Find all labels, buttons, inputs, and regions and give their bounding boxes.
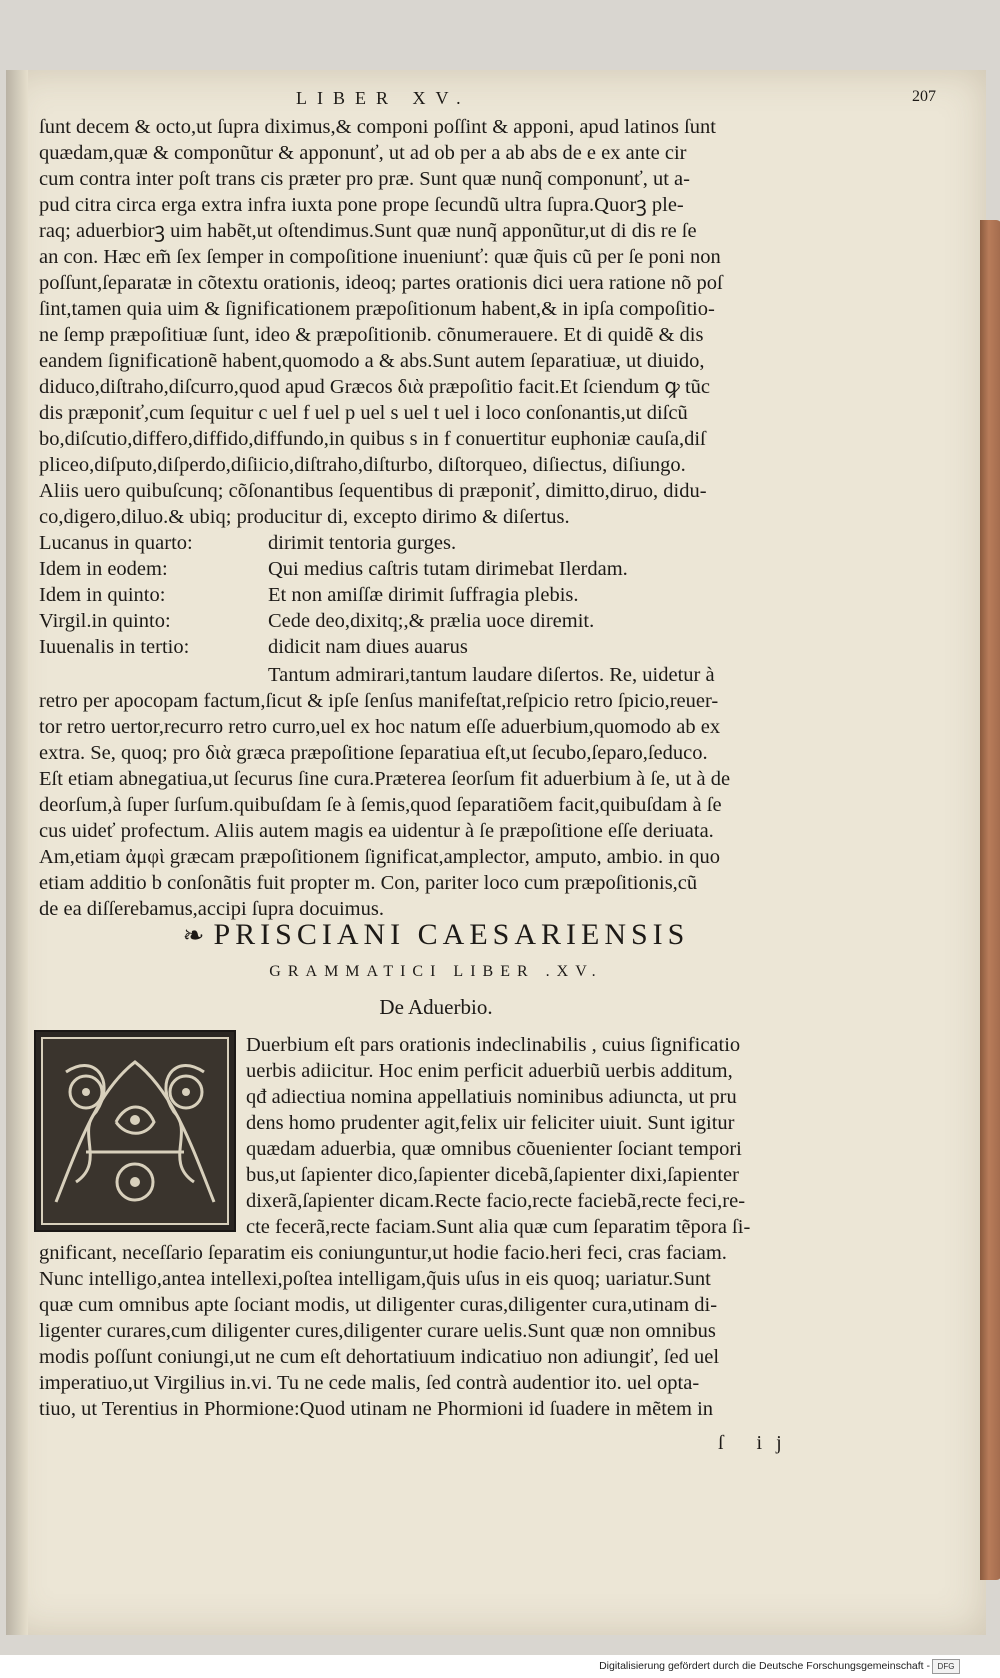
text-line: raq; aduerbiorꝫ uim habẽt,ut oſtendimus.Sunt quæ nunq̃ apponũtur,ut di dis re ſe <box>39 220 697 242</box>
text-line: tor retro uertor,recurro retro curro,uel ex hoc natum eſſe aduerbium,quomodo ab ex <box>39 716 721 738</box>
citation-source: Lucanus in quarto: <box>39 532 193 554</box>
text-line: eandem ſignificationẽ habent,quomodo a & abs.Sunt autem ſeparatiuæ, ut diuido, <box>39 350 705 372</box>
citation-quote: didicit nam diues auarus <box>268 636 468 658</box>
dfg-logo-icon: DFG <box>932 1659 960 1674</box>
footer-bar <box>0 1655 1000 1678</box>
text-line: etiam additio b conſonãtis fuit propter m. Con, pariter loco cum præpoſitionis,cũ <box>39 872 698 894</box>
text-line: dens homo prudenter agit,felix uir feliciter uiuit. Sunt igitur <box>246 1112 735 1134</box>
signature-mark: ſ ij <box>718 1432 796 1454</box>
decorated-initial-icon <box>34 1030 236 1232</box>
text-line: cum contra inter poſt trans cis præter pro præ. Sunt quæ nunq̃ componunť, ut a- <box>39 168 690 190</box>
text-line: Tantum admirari,tantum laudare diſertos. Re, uidetur à <box>268 664 715 686</box>
citation-source: Virgil.in quinto: <box>39 610 171 632</box>
text-line: co,digero,diluo.& ubiq; producitur di, excepto dirimo & diſertus. <box>39 506 570 528</box>
citation-quote: dirimit tentoria gurges. <box>268 532 457 554</box>
citation-quote: Cede deo,dixitq;,& prælia uoce diremit. <box>268 610 595 632</box>
citation-source: Idem in eodem: <box>39 558 168 580</box>
text-line: Aliis uero quibuſcunq; cõſonantibus ſequentibus di præponiť, dimitto,diruo, didu- <box>39 480 707 502</box>
text-line: poſſunt,ſeparatæ in cõtextu orationis, ideoq; partes orationis dici uera ratione nõ poſ <box>39 272 723 294</box>
text-line: dixerã,ſapienter dicam.Recte facio,recte faciebã,recte feci,re- <box>246 1190 746 1212</box>
section-subtitle: GRAMMATICI LIBER .XV. <box>269 963 603 980</box>
text-line: retro per apocopam factum,ſicut & ipſe ſenſus manifeſtat,reſpicio retro ſpicio,reuer- <box>39 690 719 712</box>
text-line: quædam,quæ & componũtur & apponunť, ut ad ob per a ab abs de e ex ante cir <box>39 142 687 164</box>
text-line: gnificant, neceſſario ſeparatim eis coniunguntur,ut hodie facio.heri feci, cras faciam. <box>39 1242 727 1264</box>
citation-source: Iuuenalis in tertio: <box>39 636 190 658</box>
text-line: uerbis adiicitur. Hoc enim perficit aduerbiũ uerbis additum, <box>246 1060 733 1082</box>
text-line: deorſum,à ſuper ſurſum.quibuſdam ſe à ſemis,quod ſeparatiõem facit,quibuſdam à ſe <box>39 794 722 816</box>
text-line: de ea diſſerebamus,accipi ſupra docuimus. <box>39 898 384 920</box>
text-line: bus,ut ſapienter dico,ſapienter dicebã,ſapienter dixi,ſapienter <box>246 1164 739 1186</box>
text-line: tiuo, ut Terentius in Phormione:Quod utinam ne Phormioni id ſuadere in mẽtem in <box>39 1398 714 1420</box>
fleuron-icon: ❧ <box>182 921 210 950</box>
text-line: diduco,diſtraho,diſcurro,quod apud Græcos διὰ præpoſitio facit.Et ſciendum ꝙ tũc <box>39 376 710 398</box>
text-line: quædam aduerbia, quæ omnibus cõuenienter ſociant tempori <box>246 1138 742 1160</box>
text-line: dis præponiť,cum ſequitur c uel f uel p uel s uel t uel i loco conſonantis,ut diſcũ <box>39 402 688 424</box>
text-line: Nunc intelligo,antea intellexi,poſtea intelligam,q̃uis uſus in eis quoq; uariatur.Sunt <box>39 1268 711 1290</box>
text-line: extra. Se, quoq; pro διὰ græca præpoſitione ſeparatiua eſt,ut ſecubo,ſeparo,ſeduco. <box>39 742 708 764</box>
running-title: LIBER XV. <box>296 88 471 108</box>
page-number: 207 <box>912 88 936 105</box>
section-title: ❧ PRISCIANI CAESARIENSIS <box>182 918 690 951</box>
text-line: bo,diſcutio,differo,diffido,diffundo,in quibus s in f conuertitur euphoniæ cauſa,diſ <box>39 428 706 450</box>
running-header <box>296 88 936 109</box>
text-line: Duerbium eſt pars orationis indeclinabilis , cuius ſignificatio <box>246 1034 741 1056</box>
text-line: imperatiuo,ut Virgilius in.vi. Tu ne cede malis, ſed contrà audentior ito. uel opta- <box>39 1372 700 1394</box>
text-line: ſunt decem & octo,ut ſupra diximus,& componi poſſint & apponi, apud latinos ſunt <box>39 116 716 138</box>
text-line: qđ adiectiua nomina appellatiuis nominibus adiuncta, ut pru <box>246 1086 737 1108</box>
chapter-heading: De Aduerbio. <box>379 995 493 1019</box>
text-line: Eſt etiam abnegatiua,ut ſecurus ſine cura.Præterea ſeorſum fit aduerbium à ſe, ut à de <box>39 768 731 790</box>
citation-quote: Qui medius caſtris tutam dirimebat Ilerdam. <box>268 558 628 580</box>
text-line: ſint,tamen quia uim & ſignificationem præpoſitionum habent,& in ipſa compoſitio- <box>39 298 715 320</box>
citation-source: Idem in quinto: <box>39 584 166 606</box>
text-line: pliceo,diſputo,diſperdo,diſiicio,diſtraho,diſturbo, diſtorqueo, diſiectus, diſiungo. <box>39 454 686 476</box>
citation-quote: Et non amiſſæ dirimit ſuffragia plebis. <box>268 584 579 606</box>
book-page <box>6 70 986 1635</box>
page-text <box>6 70 986 1635</box>
text-line: quæ cum omnibus apte ſociant modis, ut diligenter curas,diligenter cura,utinam di- <box>39 1294 718 1316</box>
text-line: pud citra circa erga extra infra iuxta pone prope ſecundũ ultra ſupra.Quorꝫ ple- <box>39 194 684 216</box>
text-line: cte fecerã,recte faciam.Sunt alia quæ cum ſeparatim tẽpora ſi- <box>246 1216 751 1238</box>
text-line: ligenter curares,cum diligenter cures,diligenter curare uelis.Sunt quæ non omnibus <box>39 1320 716 1342</box>
text-line: modis poſſunt coniungi,ut ne cum eſt dehortatiuum indicatiuo non adiungiť, ſed uel <box>39 1346 720 1368</box>
text-line: cus uideť profectum. Aliis autem magis ea uidentur à ſe præpoſitione eſſe deriuata. <box>39 820 714 842</box>
text-line: ne ſemp præpoſitiuæ ſunt, ideo & præpoſitionib. cõnumerauere. Et di quidẽ & dis <box>39 324 704 346</box>
text-line: Am,etiam ἀμφὶ græcam præpoſitionem ſignificat,amplector, amputo, ambio. in quo <box>39 846 721 868</box>
funding-credit: Digitalisierung gefördert durch die Deutsche Forschungsgemeinschaft - <box>599 1660 930 1672</box>
text-line: an con. Hæc em̃ ſex ſemper in compoſitione inueniunť: quæ q̃uis cũ per ſe poni non <box>39 246 721 268</box>
